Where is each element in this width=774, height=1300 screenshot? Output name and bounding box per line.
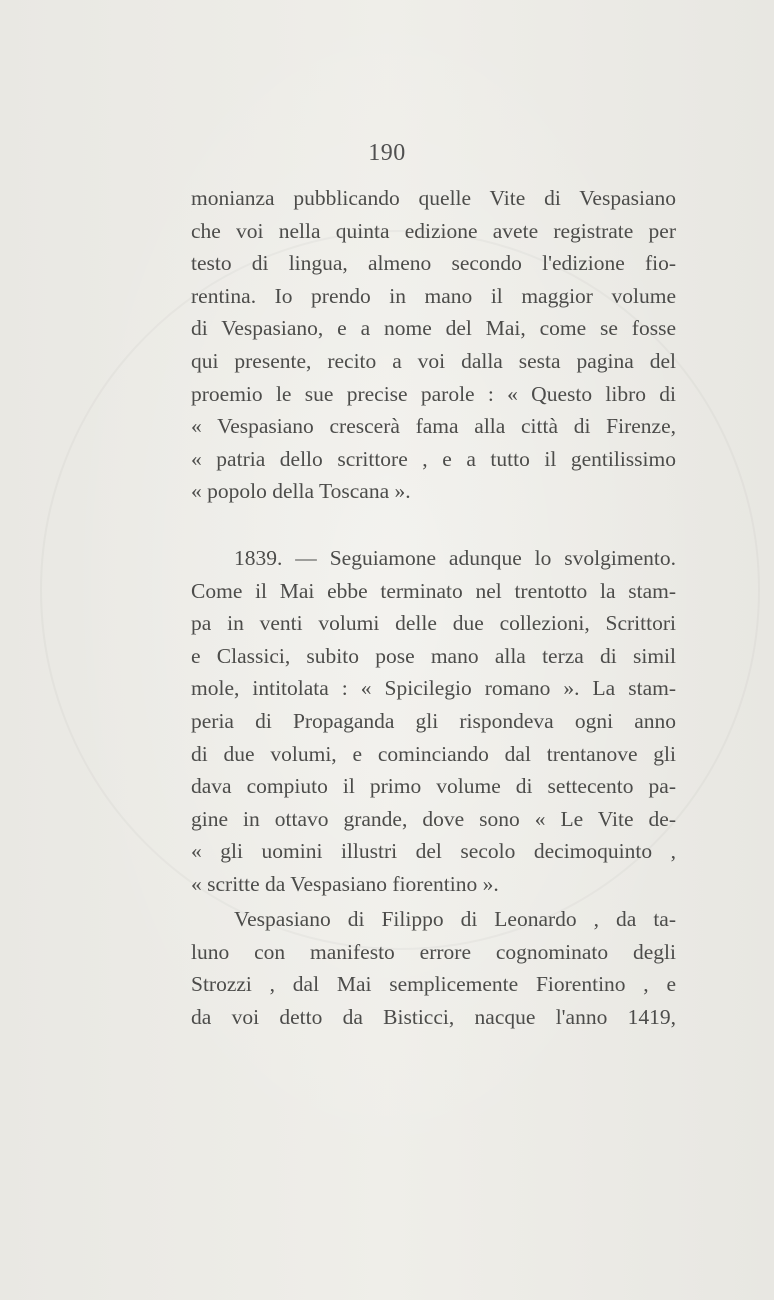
text-line: che voi nella quinta edizione avete registrate per (191, 218, 676, 243)
text-line: mole, intitolata : « Spicilegio romano ». La stam- (191, 676, 676, 701)
text-line: Come il Mai ebbe terminato nel trentotto la stam- (191, 578, 676, 603)
text-line: « patria dello scrittore , e a tutto il gentilissimo (191, 446, 676, 471)
text-line: testo di lingua, almeno secondo l'edizione fio- (191, 251, 676, 276)
text-line: proemio le sue precise parole : « Questo libro di (191, 381, 676, 406)
text-line: luno con manifesto errore cognominato degli (191, 939, 676, 964)
text-line: pa in venti volumi delle due collezioni, Scrittori (191, 611, 676, 636)
text-line: Strozzi , dal Mai semplicemente Fiorentino , e (191, 972, 676, 997)
paragraph-3 (191, 903, 676, 1033)
page-number: 190 (368, 140, 406, 166)
text-line: 1839. — Seguiamone adunque lo svolgimento. (234, 546, 676, 570)
text-line: di Vespasiano, e a nome del Mai, come se fosse (191, 316, 676, 341)
text-line: « gli uomini illustri del secolo decimoquinto , (191, 839, 676, 864)
text-line: monianza pubblicando quelle Vite di Vespasiano (191, 186, 676, 210)
text-line: qui presente, recito a voi dalla sesta pagina del (191, 348, 676, 373)
text-line: « Vespasiano crescerà fama alla città di Firenze, (191, 414, 676, 439)
text-line: « scritte da Vespasiano fiorentino ». (191, 871, 499, 896)
text-line: e Classici, subito pose mano alla terza di simil (191, 643, 676, 668)
text-line: « popolo della Toscana ». (191, 479, 411, 504)
text-line: peria di Propaganda gli rispondeva ogni anno (191, 708, 676, 733)
text-line: gine in ottavo grande, dove sono « Le Vite de- (191, 806, 676, 831)
paragraph-1 (191, 182, 676, 508)
text-line: dava compiuto il primo volume di settecento pa- (191, 774, 676, 799)
paragraph-2 (191, 542, 676, 901)
text-line: rentina. Io prendo in mano il maggior volume (191, 283, 676, 308)
text-line: da voi detto da Bisticci, nacque l'anno 1419, (191, 1004, 676, 1029)
text-line: di due volumi, e cominciando dal trentanove gli (191, 741, 676, 766)
text-line: Vespasiano di Filippo di Leonardo , da ta- (234, 907, 676, 931)
